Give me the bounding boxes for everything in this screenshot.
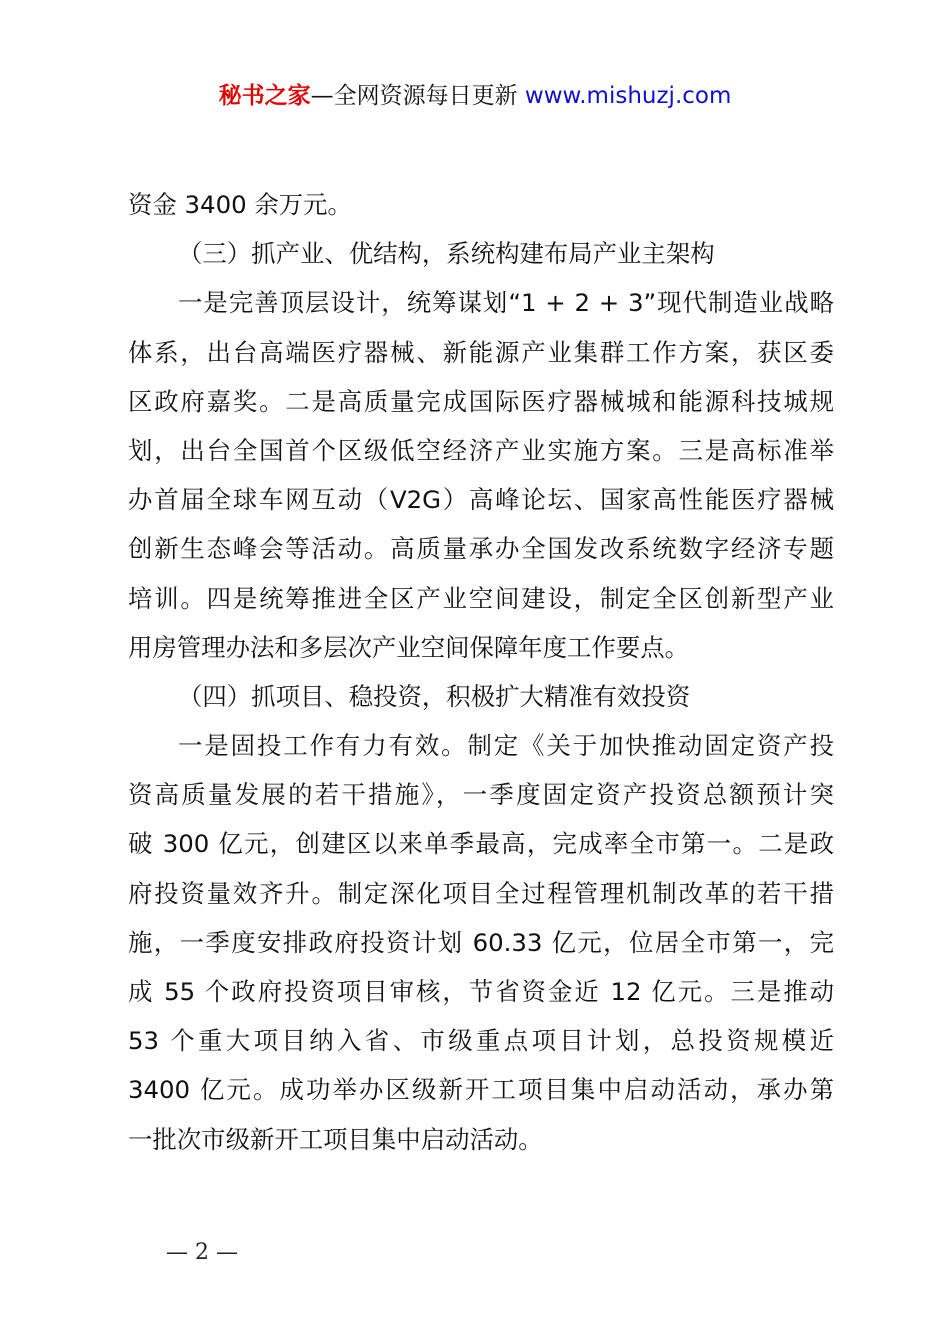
- text-line: 创新生态峰会等活动。高质量承办全国发改系统数字经济专题: [128, 534, 834, 564]
- section-heading-4: （四）抓项目、稳投资，积极扩大精准有效投资: [178, 681, 691, 711]
- text-line: 用房管理办法和多层次产业空间保障年度工作要点。: [128, 632, 689, 662]
- text-line: 53 个重大项目纳入省、市级重点项目计划，总投资规模近: [128, 1026, 834, 1056]
- text-line: 破 300 亿元，创建区以来单季最高，完成率全市第一。二是政: [128, 829, 834, 859]
- text-line: 办首届全球车网互动（V2G）高峰论坛、国家高性能医疗器械: [128, 485, 834, 515]
- text-line: 划，出台全国首个区级低空经济产业实施方案。三是高标准举: [128, 435, 834, 465]
- text-line: 府投资量效齐升。制定深化项目全过程管理机制改革的若干措: [128, 878, 834, 908]
- text-line: 成 55 个政府投资项目审核，节省资金近 12 亿元。三是推动: [128, 977, 834, 1006]
- text-line: 一批次市级新开工项目集中启动活动。: [128, 1124, 543, 1154]
- site-url-link[interactable]: www.mishuzj.com: [524, 83, 732, 109]
- text-line: 区政府嘉奖。二是高质量完成国际医疗器械城和能源科技城规: [128, 386, 834, 416]
- text-line: 体系，出台高端医疗器械、新能源产业集群工作方案，获区委: [128, 337, 834, 367]
- text-line: 培训。四是统筹推进全区产业空间建设，制定全区创新型产业: [128, 583, 834, 613]
- header-tagline: —全网资源每日更新: [310, 83, 518, 109]
- text-line: 一是完善顶层设计，统筹谋划“1 + 2 + 3”现代制造业战略: [178, 288, 834, 318]
- text-line: 资金 3400 余万元。: [128, 190, 352, 219]
- section-heading-3: （三）抓产业、优结构，系统构建布局产业主架构: [178, 239, 715, 269]
- text-line: 资高质量发展的若干措施》，一季度固定资产投资总额预计突: [128, 780, 834, 810]
- brand-name: 秘书之家: [218, 83, 311, 109]
- page-number: — 2 —: [166, 1240, 238, 1265]
- text-line: 施，一季度安排政府投资计划 60.33 亿元，位居全市第一，完: [128, 927, 834, 957]
- site-header: [0, 80, 950, 112]
- document-body: [128, 180, 834, 1164]
- text-line: 3400 亿元。成功举办区级新开工项目集中启动活动，承办第: [128, 1075, 834, 1105]
- text-line: 一是固投工作有力有效。制定《关于加快推动固定资产投: [178, 731, 834, 761]
